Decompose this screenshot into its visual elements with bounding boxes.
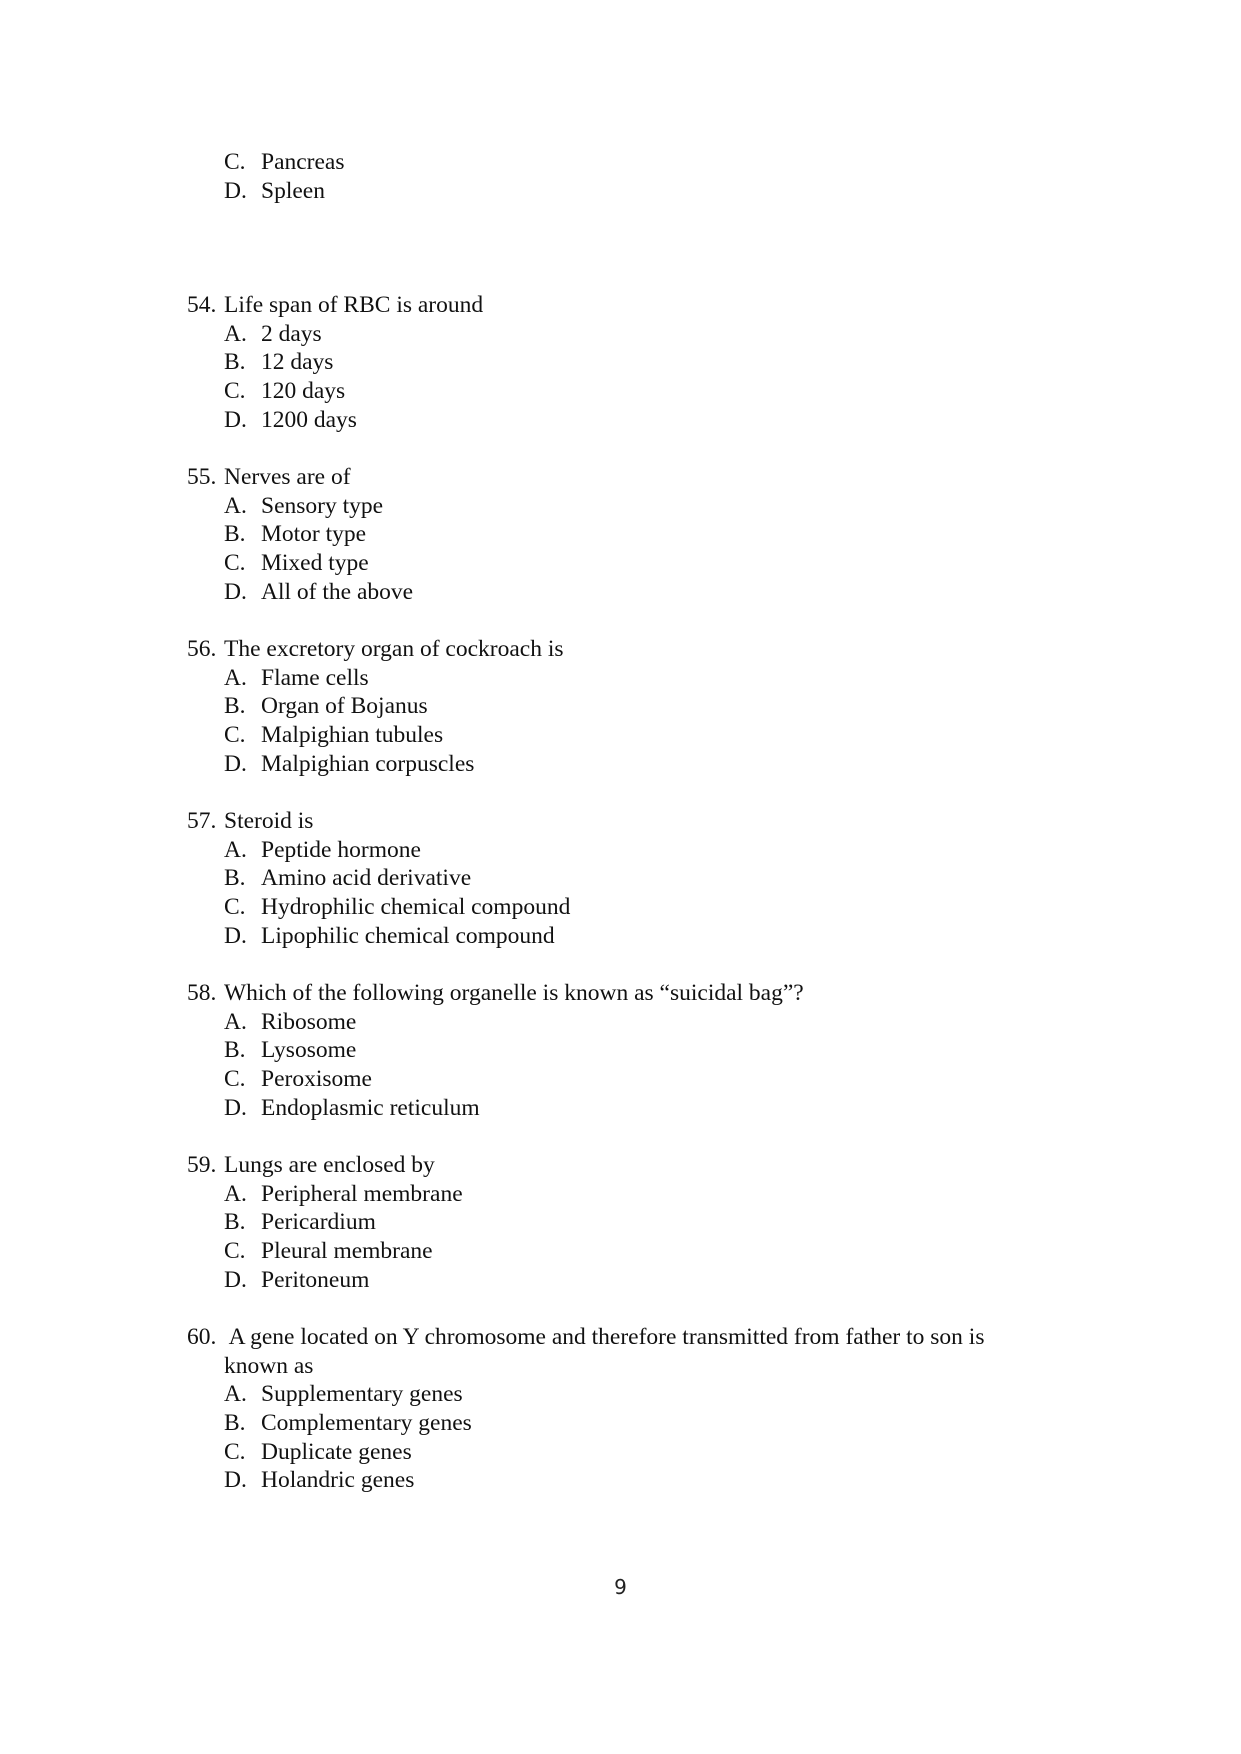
option-text: Holandric genes bbox=[261, 1467, 415, 1494]
option-text: Mixed type bbox=[261, 550, 369, 577]
option-letter: A. bbox=[224, 320, 247, 347]
option-text: Peroxisome bbox=[261, 1066, 372, 1093]
option-letter: C. bbox=[224, 149, 246, 175]
question-number: 56. bbox=[187, 636, 217, 662]
option-text: Complementary genes bbox=[261, 1410, 472, 1437]
option-text: Organ of Bojanus bbox=[261, 693, 428, 720]
option-text: Pleural membrane bbox=[261, 1238, 433, 1265]
option-letter: C. bbox=[224, 722, 246, 749]
question-number: 59. bbox=[187, 1152, 217, 1178]
option-letter: A. bbox=[224, 664, 247, 691]
option-c bbox=[187, 377, 1087, 406]
option-text: Spleen bbox=[261, 177, 325, 204]
option-letter: D. bbox=[224, 1467, 247, 1494]
option-a bbox=[187, 320, 1087, 349]
option-text: Peripheral membrane bbox=[261, 1180, 463, 1207]
option-letter: B. bbox=[224, 1037, 246, 1064]
carryover-options bbox=[187, 148, 1087, 205]
option-d bbox=[187, 1266, 1087, 1295]
option-letter: A. bbox=[224, 1381, 247, 1408]
option-d bbox=[187, 1094, 1087, 1123]
question-stem bbox=[187, 291, 1087, 320]
option-b bbox=[187, 348, 1087, 377]
option-b bbox=[187, 1409, 1087, 1438]
question-text: Which of the following organelle is known as “suicidal bag”? bbox=[224, 980, 804, 1006]
option-letter: C. bbox=[224, 550, 246, 577]
option-a bbox=[187, 664, 1087, 693]
option-a bbox=[187, 1180, 1087, 1209]
question-stem bbox=[187, 463, 1087, 492]
option-letter: A. bbox=[224, 492, 247, 519]
option-letter: B. bbox=[224, 521, 246, 548]
question-stem bbox=[187, 979, 1087, 1008]
question-number: 57. bbox=[187, 808, 217, 834]
option-d bbox=[187, 177, 1087, 206]
option-text: Lysosome bbox=[261, 1037, 357, 1064]
option-letter: A. bbox=[224, 836, 247, 863]
option-b bbox=[187, 692, 1087, 721]
option-text: Motor type bbox=[261, 521, 367, 548]
question-stem bbox=[187, 1323, 1087, 1352]
question-60 bbox=[187, 1323, 1087, 1495]
question-59 bbox=[187, 1151, 1087, 1294]
option-d bbox=[187, 750, 1087, 779]
option-d bbox=[187, 406, 1087, 435]
question-text: Life span of RBC is around bbox=[224, 292, 484, 318]
question-number: 54. bbox=[187, 292, 217, 318]
option-b bbox=[187, 1208, 1087, 1237]
option-c bbox=[187, 549, 1087, 578]
option-c bbox=[187, 893, 1087, 922]
question-57 bbox=[187, 807, 1087, 950]
question-stem-continuation bbox=[187, 1352, 1087, 1381]
option-letter: A. bbox=[224, 1180, 247, 1207]
page-number: 9 bbox=[614, 1575, 627, 1599]
option-text: Lipophilic chemical compound bbox=[261, 922, 555, 949]
option-b bbox=[187, 520, 1087, 549]
question-stem bbox=[187, 635, 1087, 664]
option-text: Peritoneum bbox=[261, 1266, 370, 1293]
option-text: Pancreas bbox=[261, 149, 345, 175]
question-stem bbox=[187, 807, 1087, 836]
question-text: Nerves are of bbox=[224, 464, 351, 490]
option-c bbox=[187, 1065, 1087, 1094]
question-number: 55. bbox=[187, 464, 217, 490]
option-text: 1200 days bbox=[261, 406, 357, 433]
option-letter: D. bbox=[224, 750, 247, 777]
option-letter: D. bbox=[224, 1094, 247, 1121]
option-text: Duplicate genes bbox=[261, 1438, 412, 1465]
option-d bbox=[187, 922, 1087, 951]
option-letter: B. bbox=[224, 1410, 246, 1437]
option-letter: D. bbox=[224, 578, 247, 605]
option-letter: C. bbox=[224, 1438, 246, 1465]
option-text: Peptide hormone bbox=[261, 836, 421, 863]
option-text: Malpighian corpuscles bbox=[261, 750, 475, 777]
option-letter: D. bbox=[224, 177, 247, 204]
option-b bbox=[187, 1036, 1087, 1065]
option-a bbox=[187, 836, 1087, 865]
question-number: 58. bbox=[187, 980, 217, 1006]
question-text: A gene located on Y chromosome and therefore transmitted from father to son is bbox=[224, 1324, 985, 1350]
question-number: 60. bbox=[187, 1324, 217, 1350]
option-text: 12 days bbox=[261, 349, 334, 376]
question-54 bbox=[187, 291, 1087, 434]
option-letter: D. bbox=[224, 406, 247, 433]
option-text: Hydrophilic chemical compound bbox=[261, 894, 571, 921]
option-a bbox=[187, 1008, 1087, 1037]
question-text-cont: known as bbox=[224, 1352, 314, 1379]
option-letter: B. bbox=[224, 865, 246, 892]
option-text: 120 days bbox=[261, 378, 346, 405]
option-letter: A. bbox=[224, 1008, 247, 1035]
option-letter: C. bbox=[224, 894, 246, 921]
option-letter: B. bbox=[224, 693, 246, 720]
option-letter: B. bbox=[224, 1209, 246, 1236]
option-a bbox=[187, 1380, 1087, 1409]
option-text: Supplementary genes bbox=[261, 1381, 463, 1408]
option-letter: D. bbox=[224, 922, 247, 949]
question-text: Lungs are enclosed by bbox=[224, 1152, 435, 1178]
option-c bbox=[187, 1438, 1087, 1467]
option-b bbox=[187, 864, 1087, 893]
question-text: Steroid is bbox=[224, 808, 314, 834]
option-d bbox=[187, 578, 1087, 607]
option-text: Flame cells bbox=[261, 664, 369, 691]
option-letter: C. bbox=[224, 1238, 246, 1265]
question-stem bbox=[187, 1151, 1087, 1180]
option-text: Sensory type bbox=[261, 492, 384, 519]
question-text: The excretory organ of cockroach is bbox=[224, 636, 564, 662]
option-letter: D. bbox=[224, 1266, 247, 1293]
option-letter: B. bbox=[224, 349, 246, 376]
question-55 bbox=[187, 463, 1087, 606]
question-56 bbox=[187, 635, 1087, 778]
option-text: All of the above bbox=[261, 578, 414, 605]
option-c bbox=[187, 148, 1087, 177]
option-text: Endoplasmic reticulum bbox=[261, 1094, 480, 1121]
option-c bbox=[187, 1237, 1087, 1266]
option-text: 2 days bbox=[261, 320, 322, 347]
option-a bbox=[187, 492, 1087, 521]
option-c bbox=[187, 721, 1087, 750]
option-letter: C. bbox=[224, 1066, 246, 1093]
option-text: Pericardium bbox=[261, 1209, 376, 1236]
option-text: Ribosome bbox=[261, 1008, 357, 1035]
question-58 bbox=[187, 979, 1087, 1122]
option-text: Malpighian tubules bbox=[261, 722, 444, 749]
option-letter: C. bbox=[224, 378, 246, 405]
option-d bbox=[187, 1466, 1087, 1495]
option-text: Amino acid derivative bbox=[261, 865, 472, 892]
